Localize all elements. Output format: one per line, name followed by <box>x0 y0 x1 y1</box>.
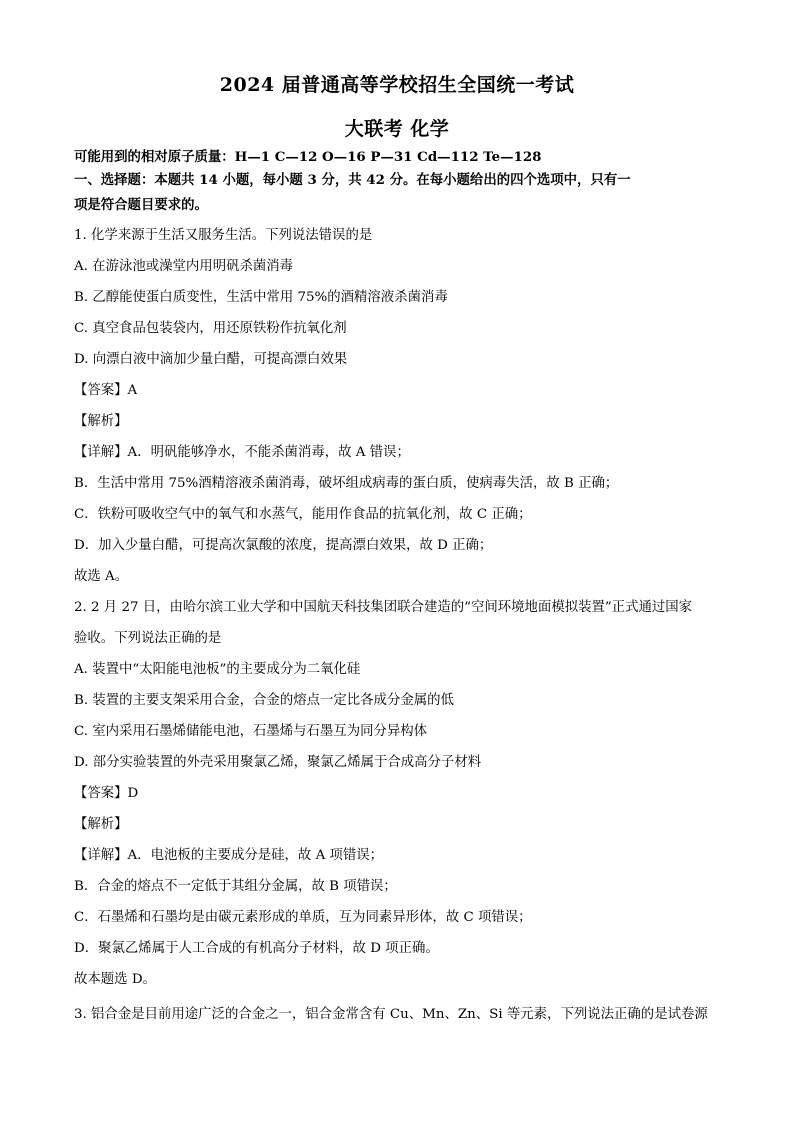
question-1-option-b: B. 乙醇能使蛋白质变性，生活中常用 75%的酒精溶液杀菌消毒 <box>74 290 448 305</box>
question-2-stem-line1: 2. 2 月 27 日，由哈尔滨工业大学和中国航天科技集团联合建造的“空间环境地面模拟装置”正式通过国家 <box>74 600 693 615</box>
question-1-option-d: D. 向漂白液中滴加少量白醋，可提高漂白效果 <box>74 352 348 367</box>
question-1-option-a: A. 在游泳池或澡堂内用明矾杀菌消毒 <box>74 259 294 274</box>
exam-subtitle: 大联考 化学 <box>344 118 450 140</box>
question-2-answer: 【答案】D <box>74 786 139 801</box>
question-2-detail: 【详解】A．电池板的主要成分是硅，故 A 项错误； <box>74 848 384 863</box>
question-2-option-a: A. 装置中“太阳能电池板”的主要成分为二氧化硅 <box>74 662 361 677</box>
question-2-option-d: D. 部分实验装置的外壳采用聚氯乙烯，聚氯乙烯属于合成高分子材料 <box>74 755 482 770</box>
question-1-detail: B．生活中常用 75%酒精溶液杀菌消毒，破坏组成病毒的蛋白质，使病毒失活，故 B 正确； <box>74 476 619 491</box>
question-1-detail: C．铁粉可吸收空气中的氧气和水蒸气，能用作食品的抗氧化剂，故 C 正确； <box>74 507 532 522</box>
question-3-stem: 3. 铝合金是目前用途广泛的合金之一，铝合金常含有 Cu、Mn、Zn、Si 等元素，下列说法正确的是试卷源 <box>74 1007 708 1022</box>
exam-title: 2024 届普通高等学校招生全国统一考试 <box>219 74 575 96</box>
section-heading-line1: 一、选择题：本题共 14 小题，每小题 3 分，共 42 分。在每小题给出的四个选项中，只有一 <box>74 172 631 188</box>
question-2-option-b: B. 装置的主要支架采用合金，合金的熔点一定比各成分金属的低 <box>74 693 454 708</box>
question-2-option-c: C. 室内采用石墨烯储能电池，石墨烯与石墨互为同分异构体 <box>74 724 428 739</box>
question-1-conclusion: 故选 A。 <box>74 569 129 584</box>
question-2-analysis-label: 【解析】 <box>74 817 128 832</box>
question-2-conclusion: 故本题选 D。 <box>74 972 156 987</box>
question-2-detail: B．合金的熔点不一定低于其组分金属，故 B 项错误； <box>74 879 397 894</box>
question-1-detail: 【详解】A．明矾能够净水，不能杀菌消毒，故 A 错误； <box>74 445 410 460</box>
atomic-masses: 可能用到的相对原子质量：H—1 C—12 O—16 P—31 Cd—112 Te—128 <box>74 149 542 165</box>
question-2-detail: D．聚氯乙烯属于人工合成的有机高分子材料，故 D 项正确。 <box>74 941 439 956</box>
question-2-stem-line2: 验收。下列说法正确的是 <box>74 631 222 646</box>
question-2-detail: C．石墨烯和石墨均是由碳元素形成的单质，互为同素异形体，故 C 项错误； <box>74 910 532 925</box>
section-heading-line2: 项是符合题目要求的。 <box>74 197 208 213</box>
question-1-option-c: C. 真空食品包装袋内，用还原铁粉作抗氧化剂 <box>74 321 347 336</box>
question-1-analysis-label: 【解析】 <box>74 414 128 429</box>
question-1-detail: D．加入少量白醋，可提高次氯酸的浓度，提高漂白效果，故 D 正确； <box>74 538 493 553</box>
question-1-stem: 1. 化学来源于生活又服务生活。下列说法错误的是 <box>74 228 373 243</box>
question-1-answer: 【答案】A <box>74 383 138 398</box>
